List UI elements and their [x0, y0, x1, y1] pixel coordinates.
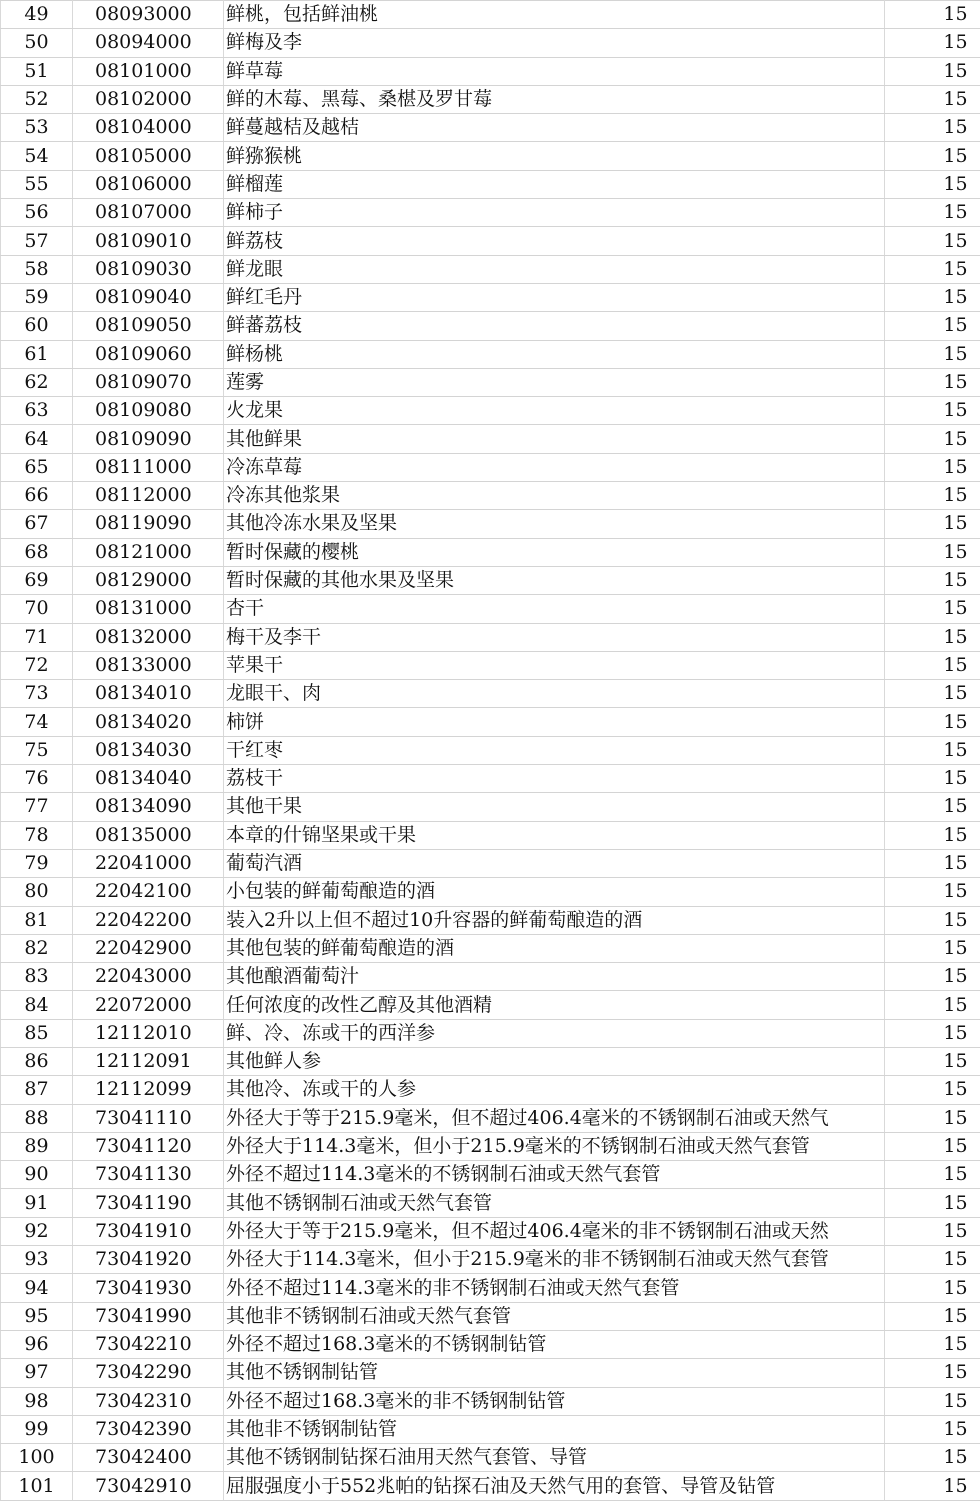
table-row [1, 538, 980, 566]
row-index-cell[interactable]: 76 [1, 765, 73, 793]
row-index-cell[interactable]: 56 [1, 199, 73, 227]
tariff-rate-cell[interactable]: 15 [885, 1217, 980, 1245]
tariff-code-cell[interactable]: 22042100 [73, 878, 224, 906]
tariff-code-cell[interactable]: 08109070 [73, 368, 224, 396]
tariff-code-cell[interactable]: 08121000 [73, 538, 224, 566]
row-index-cell[interactable]: 86 [1, 1047, 73, 1075]
row-index-cell[interactable]: 64 [1, 425, 73, 453]
product-name-cell[interactable]: 鲜猕猴桃 [224, 142, 885, 170]
row-index-cell[interactable]: 95 [1, 1302, 73, 1330]
product-name-cell[interactable]: 鲜榴莲 [224, 170, 885, 198]
tariff-code-cell[interactable]: 08134030 [73, 736, 224, 764]
tariff-code-cell[interactable]: 73041990 [73, 1302, 224, 1330]
product-name-cell[interactable]: 其他不锈钢制钻管 [224, 1359, 885, 1387]
table-row [1, 1359, 980, 1387]
table-row [1, 708, 980, 736]
product-name-cell[interactable]: 鲜柿子 [224, 199, 885, 227]
product-name-cell[interactable]: 荔枝干 [224, 765, 885, 793]
product-name-cell[interactable]: 任何浓度的改性乙醇及其他酒精 [224, 991, 885, 1019]
row-index-cell[interactable]: 67 [1, 510, 73, 538]
row-index-cell[interactable]: 100 [1, 1444, 73, 1472]
tariff-rate-cell[interactable]: 15 [885, 680, 980, 708]
row-index-cell[interactable]: 62 [1, 368, 73, 396]
row-index-cell[interactable]: 94 [1, 1274, 73, 1302]
product-name-cell[interactable]: 外径大于等于215.9毫米，但不超过406.4毫米的非不锈钢制石油或天然 [224, 1217, 885, 1245]
tariff-rate-cell[interactable]: 15 [885, 340, 980, 368]
tariff-rate-cell[interactable]: 15 [885, 991, 980, 1019]
tariff-code-cell[interactable]: 08093000 [73, 1, 224, 29]
table-row [1, 312, 980, 340]
product-name-cell[interactable]: 本章的什锦坚果或干果 [224, 821, 885, 849]
row-index-cell[interactable]: 101 [1, 1472, 73, 1500]
tariff-rate-cell[interactable]: 15 [885, 623, 980, 651]
tariff-code-cell[interactable]: 73042210 [73, 1330, 224, 1358]
row-index-cell[interactable]: 98 [1, 1387, 73, 1415]
tariff-code-cell[interactable]: 08109060 [73, 340, 224, 368]
product-name-cell[interactable]: 其他不锈钢制钻探石油用天然气套管、导管 [224, 1444, 885, 1472]
row-index-cell[interactable]: 58 [1, 255, 73, 283]
tariff-rate-cell[interactable]: 15 [885, 1302, 980, 1330]
tariff-rate-cell[interactable]: 15 [885, 736, 980, 764]
product-name-cell[interactable]: 屈服强度小于552兆帕的钻探石油及天然气用的套管、导管及钻管 [224, 1472, 885, 1500]
tariff-rate-cell[interactable]: 15 [885, 1359, 980, 1387]
tariff-code-cell[interactable]: 08109090 [73, 425, 224, 453]
row-index-cell[interactable]: 52 [1, 85, 73, 113]
tariff-rate-cell[interactable]: 15 [885, 482, 980, 510]
row-index-cell[interactable]: 87 [1, 1076, 73, 1104]
tariff-rate-cell[interactable]: 15 [885, 934, 980, 962]
row-index-cell[interactable]: 80 [1, 878, 73, 906]
product-name-cell[interactable]: 柿饼 [224, 708, 885, 736]
table-row [1, 1444, 980, 1472]
table-row [1, 1330, 980, 1358]
row-index-cell[interactable]: 51 [1, 57, 73, 85]
tariff-rate-cell[interactable]: 15 [885, 1330, 980, 1358]
table-row [1, 934, 980, 962]
product-name-cell[interactable]: 暂时保藏的其他水果及坚果 [224, 566, 885, 594]
table-body [1, 1, 980, 1501]
row-index-cell[interactable]: 55 [1, 170, 73, 198]
tariff-code-cell[interactable]: 73041110 [73, 1104, 224, 1132]
tariff-code-cell[interactable]: 08104000 [73, 114, 224, 142]
table-row [1, 1132, 980, 1160]
tariff-rate-cell[interactable]: 15 [885, 1472, 980, 1500]
row-index-cell[interactable]: 53 [1, 114, 73, 142]
product-name-cell[interactable]: 鲜、冷、冻或干的西洋参 [224, 1019, 885, 1047]
row-index-cell[interactable]: 82 [1, 934, 73, 962]
tariff-rate-cell[interactable]: 15 [885, 29, 980, 57]
table-row [1, 1472, 980, 1500]
tariff-code-cell[interactable]: 08131000 [73, 595, 224, 623]
row-index-cell[interactable]: 66 [1, 482, 73, 510]
row-index-cell[interactable]: 89 [1, 1132, 73, 1160]
table-row [1, 1415, 980, 1443]
product-name-cell[interactable]: 鲜杨桃 [224, 340, 885, 368]
tariff-rate-cell[interactable]: 15 [885, 1189, 980, 1217]
tariff-code-cell[interactable]: 73041910 [73, 1217, 224, 1245]
product-name-cell[interactable]: 其他干果 [224, 793, 885, 821]
tariff-rate-cell[interactable]: 15 [885, 453, 980, 481]
tariff-code-cell[interactable]: 08109050 [73, 312, 224, 340]
row-index-cell[interactable]: 79 [1, 849, 73, 877]
product-name-cell[interactable]: 外径大于等于215.9毫米，但不超过406.4毫米的不锈钢制石油或天然气 [224, 1104, 885, 1132]
product-name-cell[interactable]: 外径大于114.3毫米，但小于215.9毫米的非不锈钢制石油或天然气套管 [224, 1246, 885, 1274]
row-index-cell[interactable]: 72 [1, 651, 73, 679]
row-index-cell[interactable]: 59 [1, 283, 73, 311]
product-name-cell[interactable]: 外径不超过168.3毫米的非不锈钢制钻管 [224, 1387, 885, 1415]
table-row [1, 1047, 980, 1075]
product-name-cell[interactable]: 外径不超过168.3毫米的不锈钢制钻管 [224, 1330, 885, 1358]
row-index-cell[interactable]: 77 [1, 793, 73, 821]
row-index-cell[interactable]: 91 [1, 1189, 73, 1217]
row-index-cell[interactable]: 71 [1, 623, 73, 651]
table-row [1, 736, 980, 764]
product-name-cell[interactable]: 冷冻草莓 [224, 453, 885, 481]
product-name-cell[interactable]: 外径大于114.3毫米，但小于215.9毫米的不锈钢制石油或天然气套管 [224, 1132, 885, 1160]
tariff-code-cell[interactable]: 08119090 [73, 510, 224, 538]
row-index-cell[interactable]: 84 [1, 991, 73, 1019]
tariff-rate-cell[interactable]: 15 [885, 1274, 980, 1302]
row-index-cell[interactable]: 96 [1, 1330, 73, 1358]
tariff-code-cell[interactable]: 73042290 [73, 1359, 224, 1387]
row-index-cell[interactable]: 50 [1, 29, 73, 57]
tariff-rate-cell[interactable]: 15 [885, 397, 980, 425]
row-index-cell[interactable]: 57 [1, 227, 73, 255]
table-row [1, 1246, 980, 1274]
row-index-cell[interactable]: 74 [1, 708, 73, 736]
tariff-code-cell[interactable]: 08135000 [73, 821, 224, 849]
table-row [1, 453, 980, 481]
tariff-code-cell[interactable]: 08107000 [73, 199, 224, 227]
tariff-rate-cell[interactable]: 15 [885, 283, 980, 311]
tariff-code-cell[interactable]: 08102000 [73, 85, 224, 113]
row-index-cell[interactable]: 68 [1, 538, 73, 566]
tariff-code-cell[interactable]: 08134020 [73, 708, 224, 736]
product-name-cell[interactable]: 冷冻其他浆果 [224, 482, 885, 510]
product-name-cell[interactable]: 其他包装的鲜葡萄酿造的酒 [224, 934, 885, 962]
product-name-cell[interactable]: 苹果干 [224, 651, 885, 679]
product-name-cell[interactable]: 鲜桃，包括鲜油桃 [224, 1, 885, 29]
tariff-code-cell[interactable]: 08109040 [73, 283, 224, 311]
tariff-code-cell[interactable]: 22041000 [73, 849, 224, 877]
table-row [1, 991, 980, 1019]
tariff-code-cell[interactable]: 73041130 [73, 1161, 224, 1189]
table-row [1, 1161, 980, 1189]
product-name-cell[interactable]: 其他不锈钢制石油或天然气套管 [224, 1189, 885, 1217]
tariff-rate-cell[interactable]: 15 [885, 1444, 980, 1472]
tariff-code-cell[interactable]: 08134010 [73, 680, 224, 708]
table-row [1, 680, 980, 708]
product-name-cell[interactable]: 干红枣 [224, 736, 885, 764]
row-index-cell[interactable]: 90 [1, 1161, 73, 1189]
product-name-cell[interactable]: 小包装的鲜葡萄酿造的酒 [224, 878, 885, 906]
table-row [1, 1274, 980, 1302]
table-row [1, 821, 980, 849]
tariff-rate-cell[interactable]: 15 [885, 1387, 980, 1415]
row-index-cell[interactable]: 69 [1, 566, 73, 594]
tariff-code-cell[interactable]: 73041920 [73, 1246, 224, 1274]
table-row [1, 1, 980, 29]
tariff-code-cell[interactable]: 08106000 [73, 170, 224, 198]
table-row [1, 255, 980, 283]
product-name-cell[interactable]: 鲜荔枝 [224, 227, 885, 255]
row-index-cell[interactable]: 75 [1, 736, 73, 764]
product-name-cell[interactable]: 葡萄汽酒 [224, 849, 885, 877]
tariff-code-cell[interactable]: 08109010 [73, 227, 224, 255]
row-index-cell[interactable]: 92 [1, 1217, 73, 1245]
tariff-rate-cell[interactable]: 15 [885, 821, 980, 849]
table-row [1, 397, 980, 425]
product-name-cell[interactable]: 龙眼干、肉 [224, 680, 885, 708]
tariff-rate-cell[interactable]: 15 [885, 793, 980, 821]
table-row [1, 765, 980, 793]
product-name-cell[interactable]: 鲜的木莓、黑莓、桑椹及罗甘莓 [224, 85, 885, 113]
product-name-cell[interactable]: 暂时保藏的樱桃 [224, 538, 885, 566]
table-row [1, 1189, 980, 1217]
row-index-cell[interactable]: 83 [1, 963, 73, 991]
product-name-cell[interactable]: 其他冷冻水果及坚果 [224, 510, 885, 538]
tariff-rate-cell[interactable]: 15 [885, 878, 980, 906]
row-index-cell[interactable]: 81 [1, 906, 73, 934]
tariff-rate-cell[interactable]: 15 [885, 1019, 980, 1047]
product-name-cell[interactable]: 其他冷、冻或干的人参 [224, 1076, 885, 1104]
table-row [1, 963, 980, 991]
tariff-rate-cell[interactable]: 15 [885, 906, 980, 934]
table-row [1, 878, 980, 906]
tariff-rate-cell[interactable]: 15 [885, 312, 980, 340]
table-row [1, 425, 980, 453]
tariff-code-cell[interactable]: 73041120 [73, 1132, 224, 1160]
product-name-cell[interactable]: 其他酿酒葡萄汁 [224, 963, 885, 991]
table-row [1, 340, 980, 368]
row-index-cell[interactable]: 88 [1, 1104, 73, 1132]
table-row [1, 142, 980, 170]
product-name-cell[interactable]: 外径不超过114.3毫米的不锈钢制石油或天然气套管 [224, 1161, 885, 1189]
row-index-cell[interactable]: 73 [1, 680, 73, 708]
tariff-code-cell[interactable]: 73042310 [73, 1387, 224, 1415]
product-name-cell[interactable]: 火龙果 [224, 397, 885, 425]
tariff-code-cell[interactable]: 22042900 [73, 934, 224, 962]
row-index-cell[interactable]: 93 [1, 1246, 73, 1274]
row-index-cell[interactable]: 60 [1, 312, 73, 340]
table-row [1, 1104, 980, 1132]
product-name-cell[interactable]: 外径不超过114.3毫米的非不锈钢制石油或天然气套管 [224, 1274, 885, 1302]
row-index-cell[interactable]: 65 [1, 453, 73, 481]
product-name-cell[interactable]: 鲜草莓 [224, 57, 885, 85]
tariff-rate-cell[interactable]: 15 [885, 1161, 980, 1189]
tariff-code-cell[interactable]: 08134090 [73, 793, 224, 821]
row-index-cell[interactable]: 49 [1, 1, 73, 29]
product-name-cell[interactable]: 鲜蕃荔枝 [224, 312, 885, 340]
table-row [1, 510, 980, 538]
tariff-rate-cell[interactable]: 15 [885, 425, 980, 453]
tariff-code-cell[interactable]: 08109080 [73, 397, 224, 425]
tariff-rate-cell[interactable]: 15 [885, 595, 980, 623]
tariff-rate-cell[interactable]: 15 [885, 765, 980, 793]
table-row [1, 85, 980, 113]
table-row [1, 566, 980, 594]
tariff-rate-cell[interactable]: 15 [885, 963, 980, 991]
table-row [1, 1076, 980, 1104]
product-name-cell[interactable]: 鲜梅及李 [224, 29, 885, 57]
table-row [1, 906, 980, 934]
table-row [1, 849, 980, 877]
row-index-cell[interactable]: 85 [1, 1019, 73, 1047]
product-name-cell[interactable]: 其他非不锈钢制石油或天然气套管 [224, 1302, 885, 1330]
table-row [1, 29, 980, 57]
tariff-code-cell[interactable]: 73042390 [73, 1415, 224, 1443]
tariff-code-cell[interactable]: 08112000 [73, 482, 224, 510]
table-row [1, 368, 980, 396]
row-index-cell[interactable]: 70 [1, 595, 73, 623]
table-row [1, 199, 980, 227]
table-row [1, 227, 980, 255]
tariff-code-cell[interactable]: 08101000 [73, 57, 224, 85]
row-index-cell[interactable]: 99 [1, 1415, 73, 1443]
tariff-code-cell[interactable]: 73041190 [73, 1189, 224, 1217]
row-index-cell[interactable]: 63 [1, 397, 73, 425]
product-name-cell[interactable]: 杏干 [224, 595, 885, 623]
tariff-rate-cell[interactable]: 15 [885, 849, 980, 877]
tariff-rate-cell[interactable]: 15 [885, 1246, 980, 1274]
tariff-code-cell[interactable]: 08109030 [73, 255, 224, 283]
product-name-cell[interactable]: 其他鲜人参 [224, 1047, 885, 1075]
tariff-rate-cell[interactable]: 15 [885, 1047, 980, 1075]
table-row [1, 57, 980, 85]
product-name-cell[interactable]: 其他非不锈钢制钻管 [224, 1415, 885, 1443]
table-row [1, 793, 980, 821]
table-row [1, 283, 980, 311]
tariff-rate-cell[interactable]: 15 [885, 1132, 980, 1160]
tariff-code-cell[interactable]: 12112091 [73, 1047, 224, 1075]
table-row [1, 1387, 980, 1415]
table-row [1, 114, 980, 142]
tariff-rate-cell[interactable]: 15 [885, 255, 980, 283]
row-index-cell[interactable]: 61 [1, 340, 73, 368]
product-name-cell[interactable]: 其他鲜果 [224, 425, 885, 453]
tariff-rate-cell[interactable]: 15 [885, 170, 980, 198]
tariff-rate-cell[interactable]: 15 [885, 114, 980, 142]
row-index-cell[interactable]: 78 [1, 821, 73, 849]
tariff-code-cell[interactable]: 12112010 [73, 1019, 224, 1047]
tariff-code-cell[interactable]: 22043000 [73, 963, 224, 991]
tariff-code-cell[interactable]: 08132000 [73, 623, 224, 651]
table-row [1, 482, 980, 510]
tariff-rate-cell[interactable]: 15 [885, 651, 980, 679]
tariff-rate-cell[interactable]: 15 [885, 708, 980, 736]
product-name-cell[interactable]: 鲜龙眼 [224, 255, 885, 283]
product-name-cell[interactable]: 鲜蔓越桔及越桔 [224, 114, 885, 142]
product-name-cell[interactable]: 装入2升以上但不超过10升容器的鲜葡萄酿造的酒 [224, 906, 885, 934]
row-index-cell[interactable]: 97 [1, 1359, 73, 1387]
tariff-code-cell[interactable]: 73041930 [73, 1274, 224, 1302]
tariff-rate-cell[interactable]: 15 [885, 368, 980, 396]
tariff-code-cell[interactable]: 08134040 [73, 765, 224, 793]
tariff-rate-cell[interactable]: 15 [885, 1, 980, 29]
tariff-rate-cell[interactable]: 15 [885, 510, 980, 538]
tariff-code-cell[interactable]: 08105000 [73, 142, 224, 170]
tariff-code-cell[interactable]: 12112099 [73, 1076, 224, 1104]
product-name-cell[interactable]: 鲜红毛丹 [224, 283, 885, 311]
tariff-rate-cell[interactable]: 15 [885, 227, 980, 255]
table-row [1, 651, 980, 679]
tariff-rate-cell[interactable]: 15 [885, 1104, 980, 1132]
tariff-rate-cell[interactable]: 15 [885, 57, 980, 85]
table-row [1, 623, 980, 651]
tariff-rate-cell[interactable]: 15 [885, 1415, 980, 1443]
tariff-code-cell[interactable]: 22072000 [73, 991, 224, 1019]
tariff-code-cell[interactable]: 08133000 [73, 651, 224, 679]
table-row [1, 595, 980, 623]
tariff-rate-cell[interactable]: 15 [885, 538, 980, 566]
tariff-rate-cell[interactable]: 15 [885, 1076, 980, 1104]
table-row [1, 1019, 980, 1047]
table-row [1, 1217, 980, 1245]
tariff-rate-cell[interactable]: 15 [885, 85, 980, 113]
tariff-rate-cell[interactable]: 15 [885, 566, 980, 594]
tariff-code-cell[interactable]: 73042400 [73, 1444, 224, 1472]
tariff-rate-cell[interactable]: 15 [885, 199, 980, 227]
tariff-code-cell[interactable]: 08094000 [73, 29, 224, 57]
tariff-code-cell[interactable]: 22042200 [73, 906, 224, 934]
product-name-cell[interactable]: 莲雾 [224, 368, 885, 396]
table-row [1, 170, 980, 198]
table-row [1, 1302, 980, 1330]
tariff-code-cell[interactable]: 08111000 [73, 453, 224, 481]
tariff-code-cell[interactable]: 73042910 [73, 1472, 224, 1500]
tariff-rate-cell[interactable]: 15 [885, 142, 980, 170]
row-index-cell[interactable]: 54 [1, 142, 73, 170]
tariff-code-cell[interactable]: 08129000 [73, 566, 224, 594]
product-name-cell[interactable]: 梅干及李干 [224, 623, 885, 651]
